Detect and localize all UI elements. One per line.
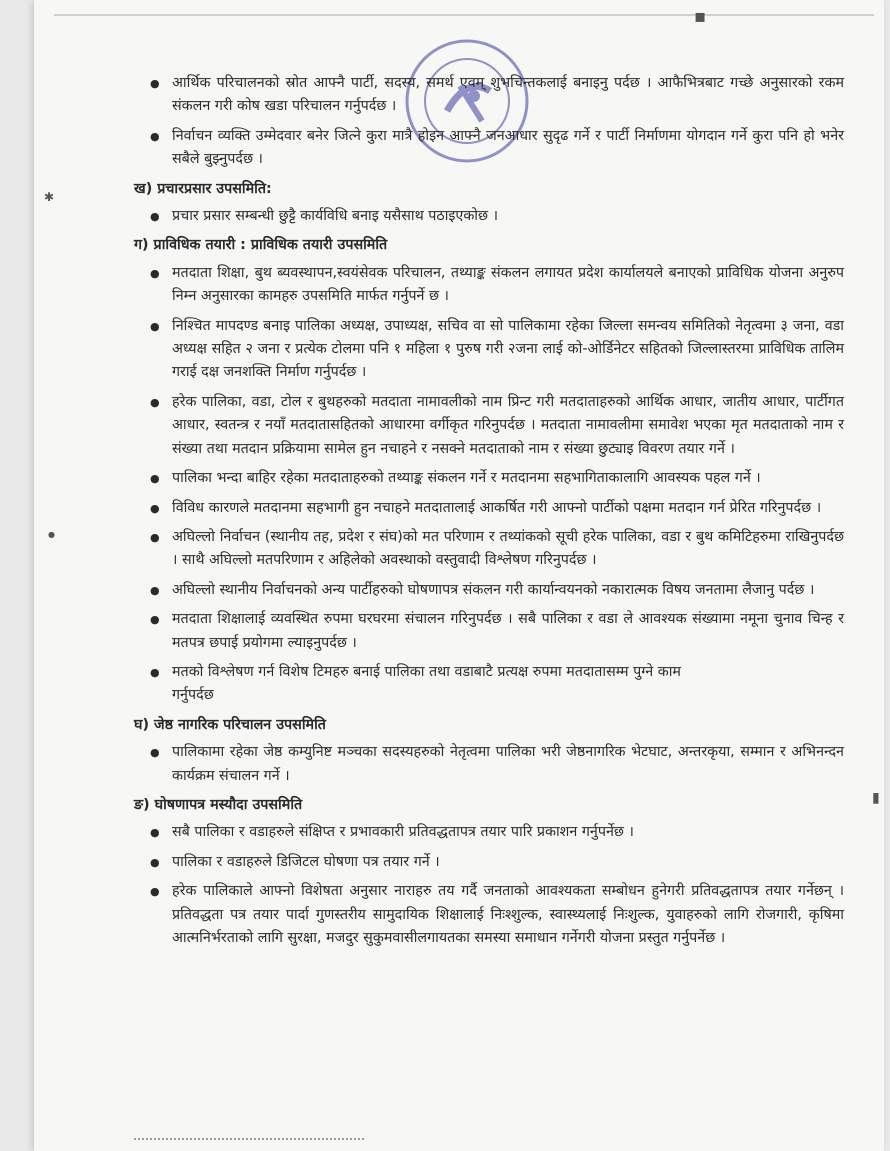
bullet-item	[144, 741, 844, 788]
bullet-item	[144, 205, 844, 228]
scan-mark: ▪	[694, 6, 707, 27]
bullet-text: मतको विश्लेषण गर्न विशेष टिमहरु बनाई पालिका तथा वडाबाटै प्रत्यक्ष रुपमा मतदातासम्म पुग्ने काम	[172, 663, 681, 680]
bullet-text: पालिका र वडाहरुले डिजिटल घोषणा पत्र तयार गर्ने ।	[172, 853, 440, 870]
bullet-item	[144, 467, 844, 490]
section-heading	[134, 794, 844, 817]
bullet-text: मतदाता शिक्षा, बुथ ब्यवस्थापन,स्वयंसेवक परिचालन, तथ्याङ्क संकलन लगायत प्रदेश कार्यालयले बनाएको प्राविधिक योजना अनुरुप निम्न अनुसारका कामहरु उपसमिति मार्फत गर्नुपर्ने छ ।	[172, 264, 844, 305]
scan-edge	[54, 14, 874, 16]
bullet-item	[144, 851, 844, 874]
bullet-item	[144, 262, 844, 309]
bullet-text: हरेक पालिका, वडा, टोल र बुथहरुको मतदाता नामावलीको नाम प्रिन्ट गरी मतदाताहरुको आर्थिक आधार, जातीय आधार, पार्टीगत आधार, स्वतन्त्र र नयाँ मतदातासहितको आधारमा वर्गीकृत गरिनुपर्दछ । मतदाता नामावलीमा समावेश भएका मृत मतदाताको नाम र संख्या तथा मतदान प्रक्रियामा सामेल हुन नचाहने र नसक्ने मतदाताको नाम र संख्या छुट्याइ विवरण तयार गर्ने ।	[172, 393, 844, 457]
bullet-item	[144, 497, 844, 520]
bullet-item	[144, 821, 844, 844]
bullet-item	[144, 391, 844, 461]
heading-text: घ) जेष्ठ नागरिक परिचालन उपसमिति	[134, 716, 326, 733]
bullet-text: आर्थिक परिचालनको स्रोत आफ्नै पार्टी, सदस्य, समर्थ एवम् शुभचिन्तकलाई बनाइनु पर्दछ । आफैभित्रबाट गच्छे अनुसारको रकम संकलन गरी कोष खडा परिचालन गर्नुपर्दछ ।	[172, 75, 844, 115]
bullet-text: निश्चित मापदण्ड बनाइ पालिका अध्यक्ष, उपाध्यक्ष, सचिव वा सो पालिकामा रहेका जिल्ला समन्वय समितिको नेतृत्वमा ३ जना, वडा अध्यक्ष सहित २ जना र प्रत्येक टोलमा पनि १ महिला १ पुरुष गरी २जना लाई को-ओर्डिनेटर सहितको जिल्लास्तरमा प्राविधिक तालिम गराई दक्ष जनशक्ति निर्माण गर्नुपर्दछ ।	[172, 317, 844, 381]
scan-speck: ✱	[44, 190, 55, 204]
bullet-text: अघिल्लो स्थानीय निर्वाचनको अन्य पार्टीहरुको घोषणापत्र संकलन गरी कार्यान्वयनको नकारात्मक विषय जनतामा लैजानु पर्दछ ।	[172, 581, 815, 598]
bullet-continuation: गर्नुपर्दछ	[172, 687, 214, 704]
bullet-text: विविध कारणले मतदानमा सहभागी हुन नचाहने मतदातालाई आकर्षित गरी आफ्नो पार्टीको पक्षमा मतदान गर्न प्रेरित गरिनुपर्दछ ।	[172, 499, 822, 516]
bullet-text: हरेक पालिकाले आफ्नो विशेषता अनुसार नाराहरु तय गर्दै जनताको आवश्यकता सम्बोधन हुनेगरी प्रतिवद्धतापत्र तयार गर्नेछन् । प्रतिवद्धता पत्र तयार पार्दा गुणस्तरीय सामुदायिक शिक्षालाई निःश्शुल्क, स्वास्थ्यलाई निःशुल्क, युवाहरुको लागि रोजगारी, कृषिमा आत्मनिर्भरताको लागि सुरक्षा, मजदुर सुकुमवासीलगायतका समस्या समाधान गर्नेगरी योजना प्रस्तुत गर्नुपर्नेछ ।	[172, 883, 844, 946]
bullet-item	[144, 661, 844, 708]
bullet-item	[144, 526, 844, 573]
heading-text: ग) प्राविधिक तयारी : प्राविधिक तयारी उपसमिति	[134, 237, 388, 254]
bullet-text: सबै पालिका र वडाहरुले संक्षिप्त र प्रभावकारी प्रतिवद्धतापत्र तयार पारि प्रकाशन गर्नुपर्नेछ ।	[172, 824, 634, 841]
scan-edge-mark: ▮	[872, 790, 880, 806]
bullet-text: पालिकामा रहेका जेष्ठ कम्युनिष्ट मञ्चका सदस्यहरुको नेतृत्वमा पालिका भरी जेष्ठनागरिक भेटघाट, अन्तरकृया, सम्मान र अभिनन्दन कार्यक्रम संचालन गर्ने ।	[172, 744, 844, 784]
section-heading	[134, 234, 844, 257]
heading-text: ख) प्रचारप्रसार उपसमिति:	[134, 180, 272, 197]
bullet-item	[144, 72, 844, 119]
section-heading	[134, 714, 844, 737]
bullet-item	[144, 315, 844, 385]
scan-dot: ●	[48, 530, 55, 539]
bullet-item	[144, 579, 844, 602]
bullet-item	[144, 125, 844, 172]
heading-text: ङ) घोषणापत्र मस्यौदा उपसमिति	[134, 796, 303, 813]
bullet-item	[144, 608, 844, 655]
cut-off-text-line	[134, 1138, 364, 1148]
document-page	[34, 0, 884, 1151]
document-body	[134, 72, 844, 956]
bullet-text: अघिल्लो निर्वाचन (स्थानीय तह, प्रदेश र संघ)को मत परिणाम र तथ्यांकको सूची हरेक पालिका, वडा र बुथ कमिटिहरुमा राखिनुपर्दछ । साथै अघिल्लो मतपरिणाम र अहिलेको अवस्थाको वस्तुवादी विश्लेषण गरिनुपर्दछ ।	[172, 528, 844, 569]
bullet-text: मतदाता शिक्षालाई व्यवस्थित रुपमा घरघरमा संचालन गरिनुपर्दछ । सबै पालिका र वडा ले आवश्यक संख्यामा नमूना चुनाव चिन्ह र मतपत्र छपाई प्रयोगमा ल्याइनुपर्दछ ।	[172, 611, 844, 651]
bullet-item	[144, 880, 844, 950]
bullet-text: प्रचार प्रसार सम्बन्धी छुट्टै कार्यविधि बनाइ यसैसाथ पठाइएकोछ ।	[172, 208, 498, 225]
bullet-text: पालिका भन्दा बाहिर रहेका मतदाताहरुको तथ्याङ्क संकलन गर्ने र मतदानमा सहभागिताकालागि आवस्यक पहल गर्ने ।	[172, 470, 761, 487]
section-heading	[134, 178, 844, 201]
bullet-text: निर्वाचन व्यक्ति उम्मेदवार बनेर जित्ने कुरा मात्रै होइन आफ्नै जनआधार सुदृढ गर्ने र पार्टी निर्माणमा योगदान गर्ने कुरा पनि हो भनेर सबैले बुझ्नुपर्दछ ।	[172, 127, 844, 168]
